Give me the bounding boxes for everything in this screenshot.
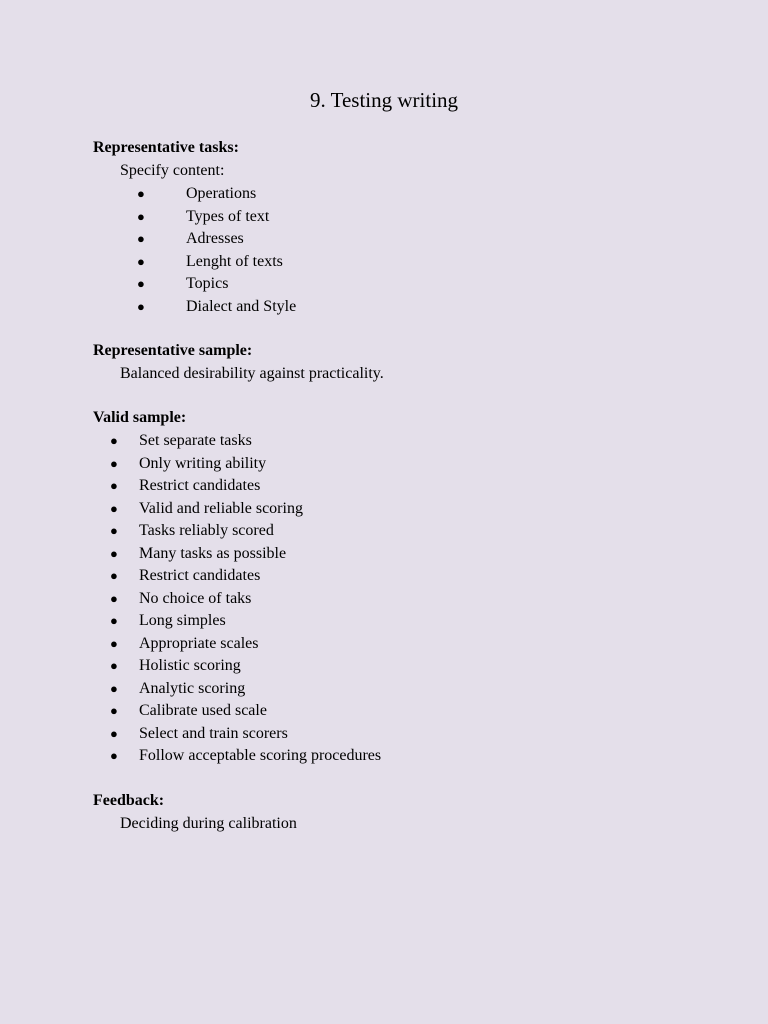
feedback-text: Deciding during calibration: [120, 815, 297, 832]
specify-content-label: Specify content:: [120, 162, 225, 179]
bullet-icon: ●: [110, 748, 118, 763]
bullet-icon: ●: [110, 523, 118, 538]
page-title: 9. Testing writing: [309, 88, 459, 112]
bullet-icon: ●: [110, 568, 118, 583]
bullet-icon: ●: [137, 231, 145, 246]
bullet-icon: ●: [110, 433, 118, 448]
valid-sample-heading: Valid sample:: [93, 409, 187, 426]
representative-sample-text: Balanced desirability against practicality.: [120, 365, 384, 382]
document-page: 9. Testing writing Representative tasks: Specify content: ● Operations ● Types of text ● Adresses ● Lenght of texts ● Topics ● Dialect and Style Representative sample: Balanced desirability against practicality. Valid sample: ● Set separate tasks ● Only writing ability ● Restrict candidates ● Valid and reliable scoring ● Tasks reliably scored ● Many tasks as possible ● Restrict candidates ● No choice of taks ● Long simples ● Appropriate scales ● Holistic scoring ● Analytic scoring ● Calibrate used scale ● Select and train scorers ● Follow acceptable scoring procedures Feedback: Deciding during calibration: [0, 0, 768, 1024]
representative-sample-heading: Representative sample:: [93, 342, 253, 359]
bullet-icon: ●: [137, 208, 145, 224]
bullet-icon: ●: [110, 478, 118, 493]
bullet-icon: ●: [110, 703, 118, 718]
bullet-icon: ●: [137, 186, 145, 201]
bullet-icon: ●: [110, 500, 118, 516]
bullet-icon: ●: [110, 680, 118, 696]
bullet-icon: ●: [110, 635, 118, 651]
bullet-icon: ●: [110, 725, 118, 741]
feedback-heading: Feedback:: [93, 792, 165, 809]
bullet-icon: ●: [110, 455, 118, 471]
bullet-icon: ●: [137, 298, 145, 314]
bullet-icon: ●: [110, 545, 118, 561]
bullet-icon: ●: [137, 276, 145, 291]
bullet-icon: ●: [110, 613, 118, 628]
bullet-icon: ●: [110, 590, 118, 606]
representative-tasks-heading: Representative tasks:: [93, 139, 239, 156]
bullet-icon: ●: [137, 253, 145, 269]
bullet-icon: ●: [110, 658, 118, 673]
